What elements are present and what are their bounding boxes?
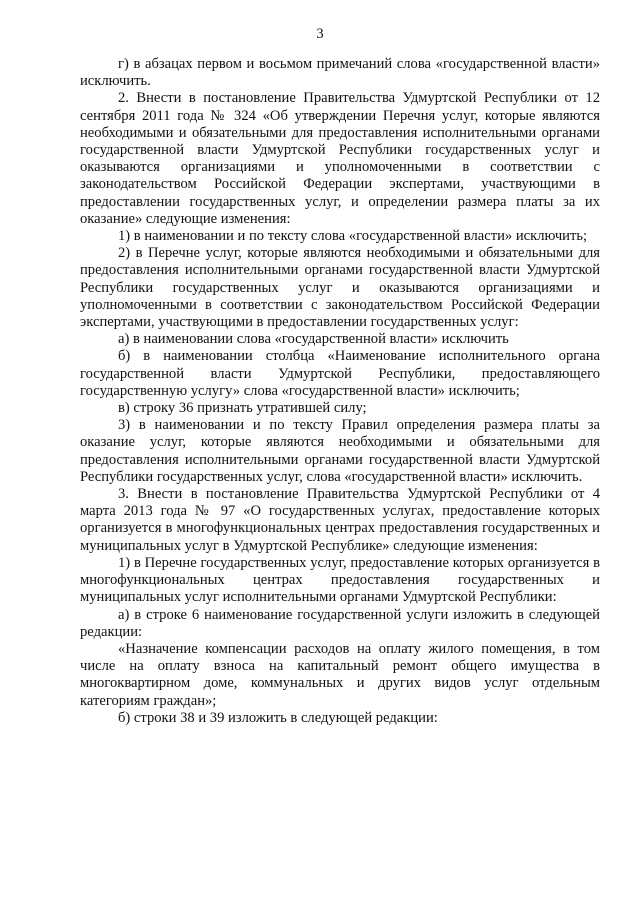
document-body: [80, 56, 600, 727]
page-number: 3: [316, 26, 324, 42]
paragraph-1: г) в абзацах первом и восьмом примечаний слова «государственной власти» исключить.: [80, 56, 600, 90]
paragraph-8: 3) в наименовании и по тексту Правил определения размера платы за оказание услуг, которые являются необходимыми и обязательными для предоставления исполнительными органами государственной власти Удмуртской Республики государственных услуг, слова «государственной власти» исключить.: [80, 417, 600, 485]
paragraph-2: 2. Внести в постановление Правительства Удмуртской Республики от 12 сентября 2011 года № 324 «Об утверждении Перечня услуг, которые являются необходимыми и обязательными для предоставления исполнительными органами государственной власти Удмуртской Республики государственных услуг и оказываются организациями и уполномоченными в соответствии с законодательством Российской Федерации экспертами, участвующими в предоставлении государственных услуг, и определении размера платы за их оказание» следующие изменения:: [80, 90, 600, 227]
paragraph-6: б) в наименовании столбца «Наименование исполнительного органа государственной власти Удмуртской Республики, предоставляющего государственную услугу» слова «государственной власти» исключить;: [80, 348, 600, 399]
paragraph-11: а) в строке 6 наименование государственной услуги изложить в следующей редакции:: [80, 606, 600, 640]
paragraph-7: в) строку 36 признать утратившей силу;: [118, 400, 367, 417]
paragraph-4: 2) в Перечне услуг, которые являются необходимыми и обязательными для предоставления исполнительными органами государственной власти Удмуртской Республики государственных услуг и оказываются организациями и уполномоченными в соответствии с законодательством Российской Федерации экспертами, участвующими в предоставлении государственных услуг:: [80, 245, 600, 331]
paragraph-13: б) строки 38 и 39 изложить в следующей редакции:: [118, 709, 438, 726]
paragraph-12-quote: «Назначение компенсации расходов на оплату жилого помещения, в том числе на оплату взноса на капитальный ремонт общего имущества в многоквартирном доме, коммунальных и других видов услуг отдельным категориям граждан»;: [80, 640, 600, 709]
paragraph-3: 1) в наименовании и по тексту слова «государственной власти» исключить;: [118, 228, 588, 245]
paragraph-10: 1) в Перечне государственных услуг, предоставление которых организуется в многофункциональных центрах предоставления государственных и муниципальных услуг исполнительными органами Удмуртской Республики:: [80, 554, 600, 606]
paragraph-5: а) в наименовании слова «государственной власти» исключить: [118, 331, 509, 348]
paragraph-9: 3. Внести в постановление Правительства Удмуртской Республики от 4 марта 2013 года № 97 «О государственных услугах, предоставление которых организуется в многофункциональных центрах предоставления государственных и муниципальных услуг в Удмуртской Республике» следующие изменения:: [80, 486, 600, 554]
